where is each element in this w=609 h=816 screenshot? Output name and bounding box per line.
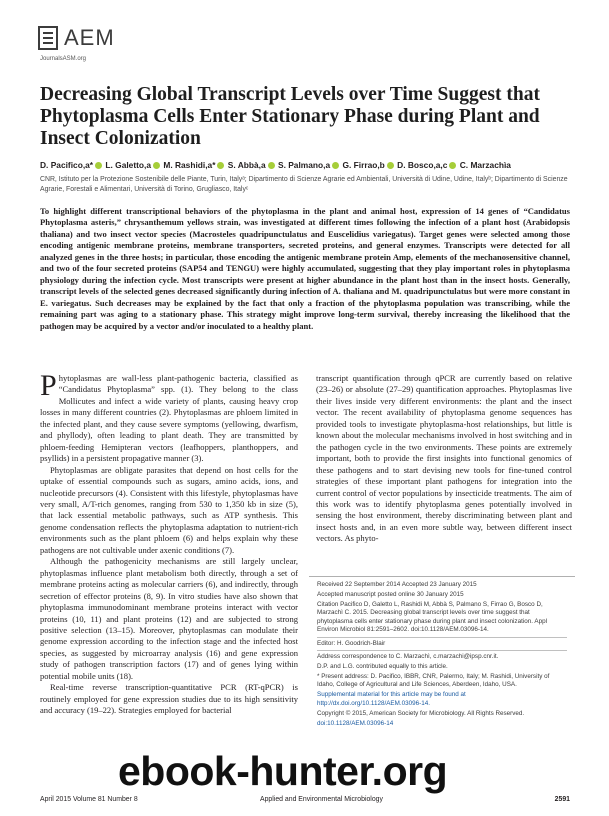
body-paragraph: Real-time reverse transcription-quantitative PCR (RT-qPCR) is routinely employed for gene expression studies due to its high sensitivity and accuracy (19–22). Strategies employed for bacterial (40, 682, 298, 716)
orcid-icon[interactable] (95, 162, 102, 169)
author[interactable]: M. Rashidi,a* (163, 160, 216, 170)
page-number: 2591 (554, 796, 570, 803)
body-paragraph: transcript quantification through qPCR are currently based on relative (23–26) or absolute (27–29) quantification approaches. Phytoplasmas live their lives inside very different environments: the plant and the insect vector. The recent availability of phytoplasma genome sequences has provided tools to investigate phytoplasma-host relationships, but little is known about the molecular mechanisms involved in host switching and in the pathogen cycle in the two environments. These points are extremely important, both to provide the first insights into functional genomics of these pathogens and to start devising new tools for fine-tuned control strategies of these important plant pathogens for integration into the current control of vector populations by insecticide treatments. The aim of this work was to identify phytoplasma genes potentially involved in sensing the host environment, thereby discriminating between plant and insect hosts and, in an even more subtle way, between different insect vectors. As phyto- (316, 373, 572, 544)
correspondence[interactable]: Address correspondence to C. Marzachì, c.marzachi@ipsp.cnr.it. (317, 653, 499, 661)
author[interactable]: S. Palmano,a (277, 160, 331, 170)
author[interactable]: G. Firrao,b (342, 160, 385, 170)
affiliations: CNR, Istituto per la Protezione Sostenibile delle Piante, Turin, Italyᵃ; Dipartimento di Scienze Agrarie ed Ambientali, Università di Udine, Udine, Italyᵇ; Dipartimento di Scienze Agrarie, Forestali e Alimentari, Università di Torino, Grugliasco, Italyᶜ (40, 176, 568, 193)
journal-name: Applied and Environmental Microbiology (260, 796, 383, 803)
orcid-icon[interactable] (217, 162, 224, 169)
orcid-icon[interactable] (268, 162, 275, 169)
orcid-icon[interactable] (387, 162, 394, 169)
received-dates: Received 22 September 2014 Accepted 23 January 2015 (317, 581, 477, 588)
orcid-icon[interactable] (332, 162, 339, 169)
supplemental-link[interactable]: Supplemental material for this article may be found at http://dx.doi.org/10.1128/AEM.03096-14. (317, 691, 466, 707)
author-list (40, 160, 570, 171)
body-paragraph: Although the pathogenicity mechanisms are still largely unclear, phytoplasmas influence plant metabolism both directly, through a set of membrane proteins acting as molecular carriers (6), and indirectly, through secretion of effector proteins (8, 9). In vitro studies have also shown that phytoplasma immunodominant membrane proteins interact with vector proteins (10, 11) and plant proteins (12) and are subjected to strong positive selection (13–15). Moreover, phytoplasmas can modulate their genome expression according to the infection stage and the infected host species, as suggested by microarray analysis (16) and gene expression study of pathogen transcription factors (17) and of genes lying within potential mobile units (18). (40, 556, 298, 681)
citation: Citation Pacifico D, Galetto L, Rashidi M, Abbà S, Palmano S, Firrao G, Bosco D, Marzachì C. 2015. Decreasing global transcript levels over time suggest that phytoplasma cells enter stationary phase during plant and insect colonization. Appl Environ Microbiol 81:2591–2602. doi:10.1128/AEM.03096-14. (317, 601, 547, 634)
abstract: To highlight different transcriptional behaviors of the phytoplasma in the plant and animal host, expression of 14 genes of “Candidatus Phytoplasma asteris,” chrysanthemum yellows strain, was investigated at different times following the infection of a plant host (Arabidopsis thaliana) and two insect vector species (Macrosteles quadripunctulatus and Euscelidius variegatus). Target genes were selected among those encoding antigenic membrane proteins, membrane transporters, secreted proteins, and general enzymes. Transcripts were detected for all analyzed genes in the three hosts; in particular, those encoding the antigenic membrane protein Amp, elements of the mechanosensitive channel, and two of the four secreted proteins (SAP54 and TENGU) were highly accumulated, suggesting that they play important roles in phytoplasma physiology during the infection cycle. Most transcripts were present at higher abundance in the plant host than in the insect hosts. Generally, transcript levels of the selected genes decreased significantly during infection of A. thaliana and M. quadripunctulatus but were more constant in E. variegatus. Such decreases may be explained by the fact that only a fraction of the phytoplasma population was transcribing, while the remaining part was aging to a stationary phase. This strategy might improve long-term survival, thereby increasing the likelihood that the pathogen may be acquired by a vector and/or inoculated to a healthy plant. (40, 206, 570, 331)
body-paragraph: Phytoplasmas are wall-less plant-pathogenic bacteria, classified as “Candidatus Phytoplasma” spp. (1). They belong to the class Mollicutes and infect a wide variety of plants, causing heavy crop losses in many different countries (2). Phytoplasmas are phloem limited in the infected plant, and they cause severe symptoms (yellowing, dwarfism, and phyllody), often leading to plant death. They are transmitted by phloem-feeding Hemipteran vectors (leafhoppers, planthoppers, and psyllids) in a persistent propagative manner (3). (40, 369, 298, 464)
article-title: Decreasing Global Transcript Levels over Time Suggest that Phytoplasma Cells Enter Stationary Phase during Plant and Insect Colonization (40, 84, 540, 149)
author[interactable]: L. Galetto,a (105, 160, 152, 170)
drop-cap: P (40, 369, 57, 402)
editor: Editor: H. Goodrich-Blair (317, 639, 386, 647)
present-address: * Present address: D. Pacifico, IBBR, CNR, Palermo, Italy; M. Rashidi, University of Idaho, College of Agricultural and Life Sciences, Aberdeen, Idaho, USA. (317, 673, 550, 689)
page-footer (40, 796, 570, 803)
divider (317, 650, 567, 651)
author[interactable]: D. Pacifico,a* (40, 160, 94, 170)
body-column-right (316, 373, 572, 545)
author[interactable]: D. Bosco,a,c (397, 160, 448, 170)
issue-info: April 2015 Volume 81 Number 8 (40, 796, 138, 803)
body-column-left (40, 369, 298, 717)
doi-link[interactable]: doi:10.1128/AEM.03096-14 (317, 719, 394, 727)
accepted-online-date: Accepted manuscript posted online 30 January 2015 (317, 591, 464, 598)
author[interactable]: C. Marzachìa (459, 160, 511, 170)
divider (317, 637, 567, 638)
journal-logo-icon (38, 26, 58, 50)
author[interactable]: S. Abbà,a (227, 160, 266, 170)
watermark: ebook-hunter.org (118, 748, 448, 794)
orcid-icon[interactable] (153, 162, 160, 169)
equal-contribution: D.P. and L.G. contributed equally to this article. (317, 663, 448, 671)
copyright: Copyright © 2015, American Society for Microbiology. All Rights Reserved. (317, 709, 525, 717)
journal-url[interactable]: JournalsASM.org (40, 56, 87, 62)
body-paragraph: Phytoplasmas are obligate parasites that depend on host cells for the uptake of essential compounds such as sugars, amino acids, ions, and nucleotide precursors (4). Consistent with this lifestyle, phytoplasmas have very small, A/T-rich genomes, ranging from 530 to 1,350 kb in size (5), that lack essential metabolic pathways, such as ATP synthesis. This genome condensation reflects the phytoplasma adaptation to nutrient-rich environments such as the plant phloem (6) and helps explain why these pathogens are not cultivable under axenic conditions (7). (40, 464, 298, 555)
orcid-icon[interactable] (449, 162, 456, 169)
journal-logo (38, 26, 138, 76)
journal-logo-text: AEM (64, 25, 115, 50)
